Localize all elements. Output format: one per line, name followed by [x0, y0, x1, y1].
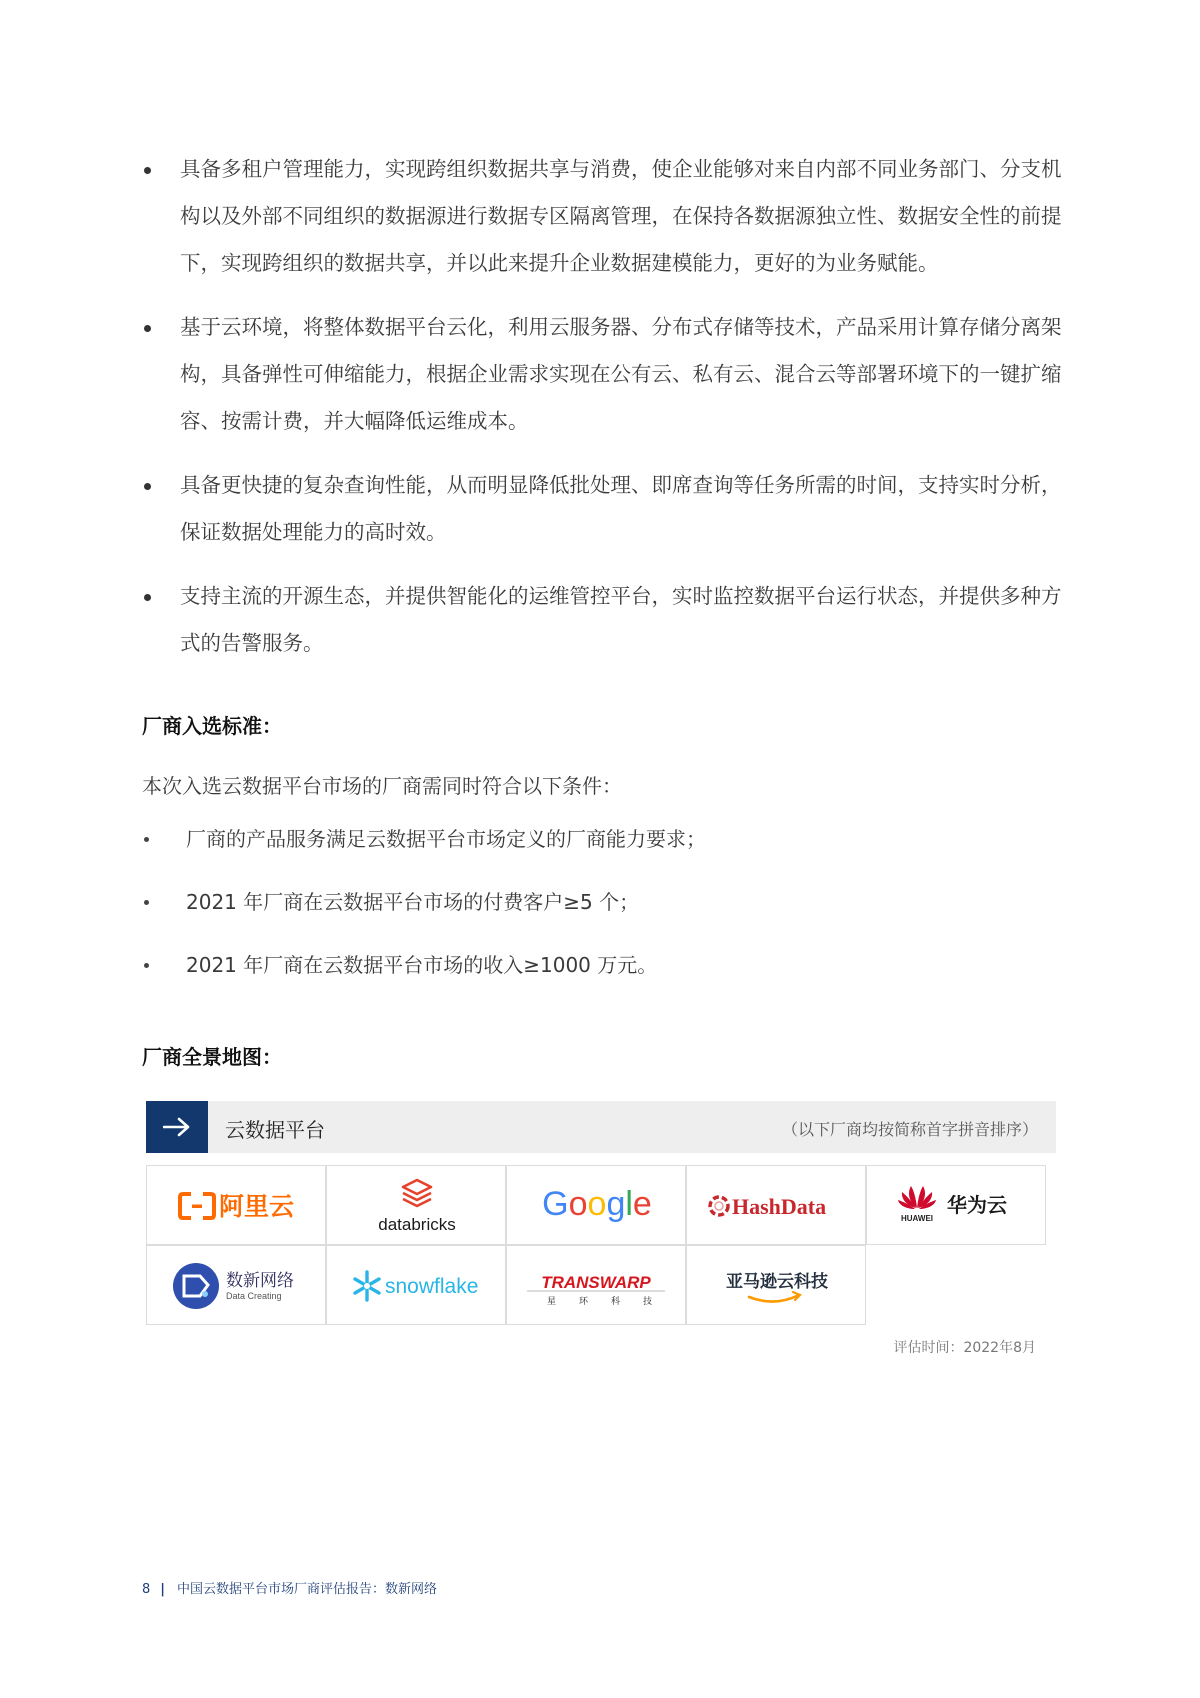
landscape-sort-note: （以下厂商均按简称首字拼音排序）: [781, 1120, 1038, 1139]
vendor-amazon: [686, 1245, 866, 1325]
svg-text:Google: [542, 1185, 652, 1223]
category-marker: [146, 1101, 208, 1153]
google-letter-o1: o: [568, 1185, 588, 1223]
vendor-hashdata: [686, 1165, 866, 1245]
feature-item: [142, 304, 1062, 445]
criterion-text: 2021 年厂商在云数据平台市场的收入≥1000 万元。: [186, 953, 658, 977]
transwarp-logo: [507, 1246, 687, 1326]
vendor-databricks: [326, 1165, 506, 1245]
transwarp-name: TRANSWARP: [541, 1273, 651, 1292]
vendor-transwarp: [506, 1245, 686, 1325]
google-letter-g2: g: [606, 1185, 626, 1223]
feature-text: 具备更快捷的复杂查询性能，从而明显降低批处理、即席查询等任务所需的时间，支持实时分析，保证数据处理能力的高时效。: [180, 473, 1062, 544]
landscape-heading: 厂商全景地图：: [142, 1045, 282, 1069]
transwarp-char: 科: [611, 1297, 621, 1307]
snowflake-name: snowflake: [385, 1275, 479, 1298]
bullet-icon: [144, 167, 151, 174]
databricks-name: databricks: [378, 1215, 456, 1234]
google-letter-l: l: [625, 1185, 633, 1223]
hashdata-logo: [687, 1166, 867, 1246]
feature-text: 支持主流的开源生态，并提供智能化的运维管控平台，实时监控数据平台运行状态，并提供多种方式的告警服务。: [180, 584, 1062, 655]
feature-text: 具备多租户管理能力，实现跨组织数据共享与消费，使企业能够对来自内部不同业务部门、分支机构以及外部不同组织的数据源进行数据专区隔离管理，在保持各数据源独立性、数据安全性的前提下，实现跨组织的数据共享，并以此来提升企业数据建模能力，更好的为业务赋能。: [180, 157, 1062, 275]
google-logo: [507, 1166, 687, 1246]
page-number: 8: [142, 1582, 151, 1597]
snowflake-logo: [327, 1246, 507, 1326]
transwarp-char: 环: [579, 1297, 589, 1307]
bullet-icon: [144, 900, 149, 905]
landscape-header-bar: [146, 1101, 1056, 1153]
datacreating-badge-icon: [173, 1263, 219, 1309]
feature-item: [142, 462, 1062, 556]
bullet-icon: [144, 483, 151, 490]
landscape-category-title: 云数据平台: [225, 1118, 325, 1142]
google-letter-o2: o: [587, 1185, 607, 1223]
selection-intro: 本次入选云数据平台市场的厂商需同时符合以下条件：: [142, 774, 622, 798]
datacreating-name-en: Data Creating: [226, 1291, 282, 1301]
google-letter-g: G: [542, 1185, 569, 1223]
databricks-logo: [327, 1166, 507, 1246]
datacreating-name-cn: 数新网络: [226, 1271, 294, 1291]
aliyun-name: 阿里云: [219, 1193, 295, 1221]
hashdata-name: HashData: [732, 1194, 827, 1219]
footer-separator: |: [160, 1582, 166, 1597]
datacreating-logo: [147, 1246, 327, 1326]
footer-title: 中国云数据平台市场厂商评估报告：数新网络: [177, 1582, 438, 1597]
bullet-icon: [144, 325, 151, 332]
vendor-google: [506, 1165, 686, 1245]
bullet-icon: [144, 837, 149, 842]
huawei-wordmark: HUAWEI: [901, 1214, 933, 1223]
aliyun-logo: [147, 1166, 327, 1246]
feature-text: 基于云环境，将整体数据平台云化，利用云服务器、分布式存储等技术，产品采用计算存储分离架构，具备弹性可伸缩能力，根据企业需求实现在公有云、私有云、混合云等部署环境下的一键扩缩容、按需计费，并大幅降低运维成本。: [180, 315, 1062, 433]
amazon-smile-icon: [749, 1295, 799, 1302]
evaluation-time: 评估时间：2022年8月: [893, 1340, 1036, 1356]
huawei-logo: [867, 1166, 1047, 1246]
selection-criteria-heading: 厂商入选标准：: [142, 714, 282, 738]
transwarp-char: 技: [643, 1297, 653, 1307]
feature-item: [142, 573, 1062, 667]
bullet-icon: [144, 594, 151, 601]
amazon-name: 亚马逊云科技: [726, 1272, 828, 1292]
amazon-logo: [687, 1246, 867, 1326]
vendor-snowflake: [326, 1245, 506, 1325]
feature-list: [142, 146, 1062, 684]
criterion-text: 厂商的产品服务满足云数据平台市场定义的厂商能力要求；: [186, 827, 706, 851]
criteria-list: [142, 824, 1042, 1013]
arrow-right-icon: [163, 1117, 191, 1137]
bullet-icon: [144, 963, 149, 968]
criterion-item: [142, 824, 1042, 854]
huawei-petal-icon: [898, 1186, 936, 1209]
vendor-datacreating: [146, 1245, 326, 1325]
vendor-huawei: [866, 1165, 1046, 1245]
page-footer: [142, 1578, 437, 1597]
transwarp-char: 星: [547, 1297, 557, 1307]
criterion-text: 2021 年厂商在云数据平台市场的付费客户≥5 个；: [186, 890, 640, 914]
huawei-cloud-name: 华为云: [947, 1193, 1007, 1217]
hashdata-ring-icon: [710, 1197, 728, 1215]
vendor-aliyun: [146, 1165, 326, 1245]
google-letter-e: e: [632, 1185, 652, 1223]
criterion-item: [142, 950, 1042, 980]
feature-item: [142, 146, 1062, 287]
criterion-item: [142, 887, 1042, 917]
